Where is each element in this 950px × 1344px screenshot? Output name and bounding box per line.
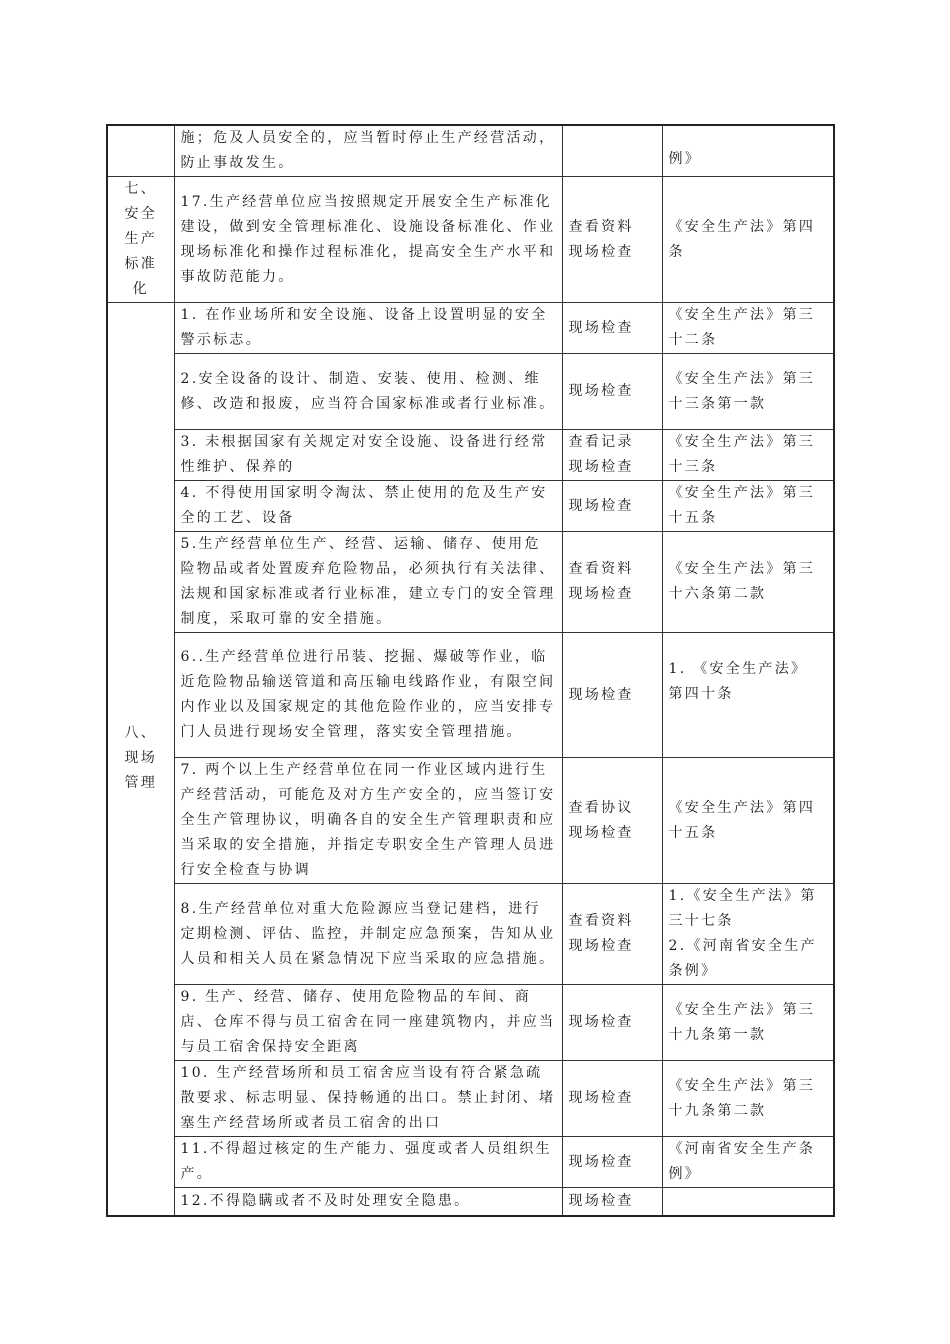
table-row (107, 430, 834, 481)
table-row (107, 177, 834, 303)
check-method: 现场检查 (562, 1188, 662, 1216)
table-row (107, 985, 834, 1061)
legal-basis: 《安全生产法》第三十二条 (662, 303, 834, 354)
check-item-content: 3. 未根据国家有关规定对安全设施、设备进行经常性维护、保养的 (174, 430, 562, 481)
check-method: 现场检查 (562, 1061, 662, 1137)
check-method: 查看协议 现场检查 (562, 758, 662, 884)
table-row (107, 303, 834, 354)
check-item-content: 8.生产经营单位对重大危险源应当登记建档，进行定期检测、评估、监控，并制定应急预案，告知从业人员和相关人员在紧急情况下应当采取的应急措施。 (174, 884, 562, 985)
table-row (107, 532, 834, 633)
legal-basis: 《安全生产法》第三十九条第一款 (662, 985, 834, 1061)
table-row (107, 758, 834, 884)
category-cell-site-management: 八、 现场 管理 (107, 303, 174, 1216)
check-method (562, 125, 662, 177)
legal-basis: 《安全生产法》第三十三条第一款 (662, 354, 834, 430)
legal-basis: 《安全生产法》第四条 (662, 177, 834, 303)
check-item-content: 1. 在作业场所和安全设施、设备上设置明显的安全警示标志。 (174, 303, 562, 354)
inspection-checklist-table (106, 124, 835, 1217)
check-method: 查看记录 现场检查 (562, 430, 662, 481)
check-item-content: 17.生产经营单位应当按照规定开展安全生产标准化建设，做到安全管理标准化、设施设备标准化、作业现场标准化和操作过程标准化，提高安全生产水平和事故防范能力。 (174, 177, 562, 303)
legal-basis: 1.《安全生产法》第三十七条 2.《河南省安全生产条例》 (662, 884, 834, 985)
legal-basis (662, 1188, 834, 1216)
check-item-content: 10. 生产经营场所和员工宿舍应当设有符合紧急疏散要求、标志明显、保持畅通的出口。禁止封闭、堵塞生产经营场所或者员工宿舍的出口 (174, 1061, 562, 1137)
table-row (107, 884, 834, 985)
check-item-content: 11.不得超过核定的生产能力、强度或者人员组织生产。 (174, 1137, 562, 1188)
legal-basis: 《河南省安全生产条例》 (662, 1137, 834, 1188)
table-row (107, 633, 834, 758)
check-item-content: 4. 不得使用国家明令淘汰、禁止使用的危及生产安全的工艺、设备 (174, 481, 562, 532)
check-item-content: 12.不得隐瞒或者不及时处理安全隐患。 (174, 1188, 562, 1216)
check-method: 查看资料 现场检查 (562, 884, 662, 985)
table-row (107, 1188, 834, 1216)
check-method: 现场检查 (562, 1137, 662, 1188)
check-method: 现场检查 (562, 354, 662, 430)
legal-basis: 《安全生产法》第三十九条第二款 (662, 1061, 834, 1137)
table-row (107, 1137, 834, 1188)
legal-basis: 《安全生产法》第三十三条 (662, 430, 834, 481)
table-row (107, 481, 834, 532)
check-method: 查看资料 现场检查 (562, 532, 662, 633)
legal-basis: 例》 (662, 125, 834, 177)
check-item-content: 施；危及人员安全的，应当暂时停止生产经营活动，防止事故发生。 (174, 125, 562, 177)
table-row (107, 125, 834, 177)
legal-basis: 1. 《安全生产法》 第四十条 (662, 633, 834, 758)
legal-basis: 《安全生产法》第三十五条 (662, 481, 834, 532)
category-cell-standardization: 七、 安全 生产 标准 化 (107, 177, 174, 303)
table-row (107, 354, 834, 430)
check-item-content: 7. 两个以上生产经营单位在同一作业区域内进行生产经营活动，可能危及对方生产安全的，应当签订安全生产管理协议，明确各自的安全生产管理职责和应当采取的安全措施，并指定专职安全生产管理人员进行安全检查与协调 (174, 758, 562, 884)
check-item-content: 2.安全设备的设计、制造、安装、使用、检测、维修、改造和报废，应当符合国家标准或者行业标准。 (174, 354, 562, 430)
legal-basis: 《安全生产法》第四十五条 (662, 758, 834, 884)
table-row (107, 1061, 834, 1137)
check-item-content: 5.生产经营单位生产、经营、运输、储存、使用危险物品或者处置废弃危险物品，必须执行有关法律、法规和国家标准或者行业标准，建立专门的安全管理制度，采取可靠的安全措施。 (174, 532, 562, 633)
check-item-content: 6..生产经营单位进行吊装、挖掘、爆破等作业，临近危险物品输送管道和高压输电线路作业，有限空间内作业以及国家规定的其他危险作业的，应当安排专门人员进行现场安全管理，落实安全管理措施。 (174, 633, 562, 758)
category-cell-empty (107, 125, 174, 177)
check-method: 查看资料 现场检查 (562, 177, 662, 303)
check-item-content: 9. 生产、经营、储存、使用危险物品的车间、商店、仓库不得与员工宿舍在同一座建筑物内，并应当与员工宿舍保持安全距离 (174, 985, 562, 1061)
check-method: 现场检查 (562, 633, 662, 758)
check-method: 现场检查 (562, 303, 662, 354)
check-method: 现场检查 (562, 481, 662, 532)
check-method: 现场检查 (562, 985, 662, 1061)
legal-basis: 《安全生产法》第三十六条第二款 (662, 532, 834, 633)
